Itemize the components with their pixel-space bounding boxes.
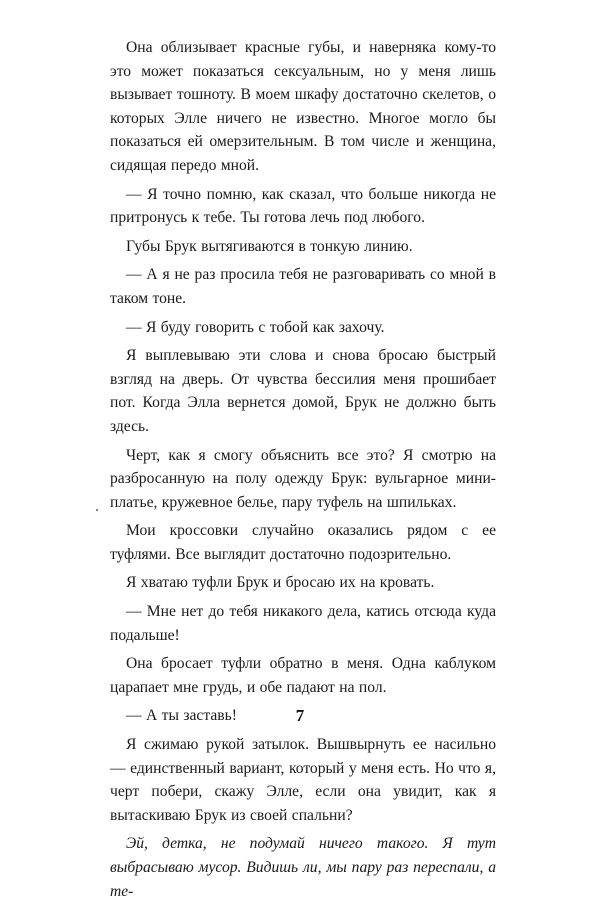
print-speck	[96, 509, 98, 511]
paragraph: Она бросает туфли обратно в меня. Одна каблуком царапает мне грудь, и обе падают на пол.	[110, 655, 496, 696]
paragraph: Черт, как я смогу объяснить все это? Я смотрю на разбросанную на полу одежду Брук: вульгарное мини-платье, кружевное белье, пару туфель на шпильках.	[110, 446, 496, 511]
paragraph: — А я не раз просила тебя не разговаривать со мной в таком тоне.	[110, 266, 496, 307]
paragraph: — Я точно помню, как сказал, что больше никогда не притронусь к тебе. Ты готова лечь под любого.	[110, 185, 496, 227]
paragraph: — Я буду говорить с тобой как захочу.	[126, 318, 385, 336]
paragraph: Губы Брук вытягиваются в тонкую линию.	[126, 237, 413, 255]
page-number: 7	[295, 706, 305, 725]
paragraph: — А ты заставь!	[126, 707, 237, 725]
paragraph: Мои кроссовки случайно оказались рядом с ее туфлями. Все выглядит достаточно подозрительно.	[110, 522, 496, 563]
page-body-text	[110, 36, 496, 903]
italic-paragraph: Эй, детка, не подумай ничего такого. Я тут выбрасываю мусор. Видишь ли, мы пару раз переспали, а те-	[110, 835, 496, 900]
paragraph: Я хватаю туфли Брук и бросаю их на кровать.	[126, 574, 435, 592]
paragraph: Я выплевываю эти слова и снова бросаю быстрый взгляд на дверь. От чувства бессилия меня прошибает пот. Когда Элла вернется домой, Брук не должно быть здесь.	[110, 347, 496, 435]
paragraph: — Мне нет до тебя никакого дела, катись отсюда куда подальше!	[110, 603, 496, 644]
paragraph: Она облизывает красные губы, и наверняка кому-то это может показаться сексуальным, но у меня лишь вызывает тошноту. В моем шкафу достаточно скелетов, о которых Элле ничего не известно. Многое могло бы показаться ей омерзительным. В том числе и женщина, сидящая передо мной.	[110, 39, 496, 174]
paragraph: Я сжимаю рукой затылок. Вышвырнуть ее насильно — единственный вариант, который у меня есть. Но что я, черт побери, скажу Элле, если она увидит, как я вытаскиваю Брук из своей спальни?	[110, 736, 496, 824]
